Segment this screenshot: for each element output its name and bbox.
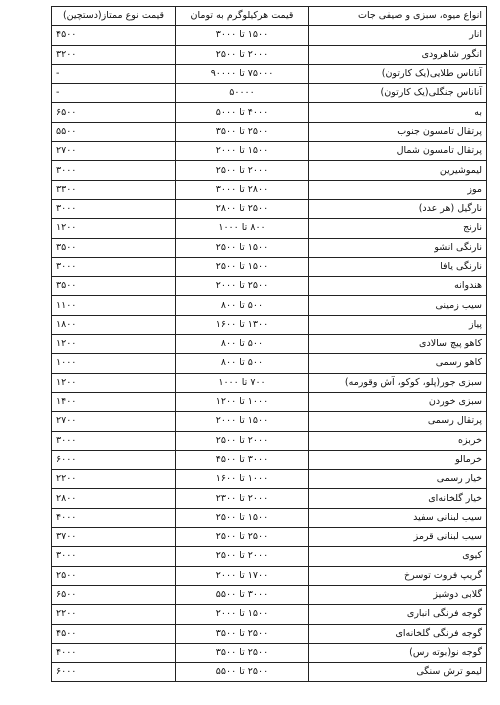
premium-price-cell: ۶۵۰۰: [52, 103, 176, 122]
table-row: [52, 84, 487, 103]
premium-price-cell: ۳۲۰۰: [52, 45, 176, 64]
price-range-cell: ۷۰۰ تا ۱۰۰۰: [176, 373, 309, 392]
table-row: [52, 180, 487, 199]
table-row: [52, 566, 487, 585]
table-row: [52, 26, 487, 45]
premium-price-cell: ۲۷۰۰: [52, 412, 176, 431]
table-row: [52, 103, 487, 122]
table-row: [52, 354, 487, 373]
premium-price-cell: ۳۰۰۰: [52, 199, 176, 218]
table-row: [52, 528, 487, 547]
table-row: [52, 161, 487, 180]
table-row: [52, 643, 487, 662]
price-range-cell: ۷۵۰۰۰ تا ۹۰۰۰۰: [176, 64, 309, 83]
price-range-cell: ۲۵۰۰ تا ۲۸۰۰: [176, 199, 309, 218]
product-name-cell: گریپ فروت توسرخ: [309, 566, 487, 585]
premium-price-cell: ۱۱۰۰: [52, 296, 176, 315]
premium-price-cell: ۱۰۰۰: [52, 354, 176, 373]
price-range-cell: ۱۵۰۰ تا ۲۵۰۰: [176, 508, 309, 527]
premium-price-cell: ۲۵۰۰: [52, 566, 176, 585]
product-name-cell: هندوانه: [309, 277, 487, 296]
price-range-cell: ۱۵۰۰ تا ۲۵۰۰: [176, 238, 309, 257]
product-name-cell: خربزه: [309, 431, 487, 450]
premium-price-cell: ۳۰۰۰: [52, 547, 176, 566]
table-row: [52, 450, 487, 469]
premium-price-cell: ۶۰۰۰: [52, 663, 176, 682]
product-name-cell: خیار گلخانه‌ای: [309, 489, 487, 508]
product-name-cell: خرمالو: [309, 450, 487, 469]
price-range-cell: ۵۰۰ تا ۸۰۰: [176, 335, 309, 354]
price-range-cell: ۱۵۰۰ تا ۲۰۰۰: [176, 412, 309, 431]
premium-price-cell: ۱۲۰۰: [52, 373, 176, 392]
table-row: [52, 431, 487, 450]
price-range-cell: ۱۵۰۰ تا ۲۵۰۰: [176, 257, 309, 276]
product-name-cell: پرتقال تامسون شمال: [309, 142, 487, 161]
price-range-cell: ۱۰۰۰ تا ۱۲۰۰: [176, 392, 309, 411]
price-range-cell: ۵۰۰ تا ۸۰۰: [176, 296, 309, 315]
table-row: [52, 257, 487, 276]
price-range-cell: ۱۷۰۰ تا ۲۰۰۰: [176, 566, 309, 585]
product-name-cell: پرتقال تامسون جنوب: [309, 122, 487, 141]
table-row: [52, 470, 487, 489]
product-name-cell: خیار رسمی: [309, 470, 487, 489]
product-name-cell: موز: [309, 180, 487, 199]
table-row: [52, 277, 487, 296]
table-row: [52, 238, 487, 257]
price-table: [51, 6, 487, 682]
product-name-cell: سیب زمینی: [309, 296, 487, 315]
product-name-cell: کاهو پیچ سالادی: [309, 335, 487, 354]
product-name-cell: پرتقال رسمی: [309, 412, 487, 431]
price-range-cell: ۲۵۰۰ تا ۳۵۰۰: [176, 122, 309, 141]
price-range-cell: ۲۵۰۰ تا ۳۵۰۰: [176, 643, 309, 662]
product-name-cell: گوجه فرنگی انباری: [309, 605, 487, 624]
product-name-cell: گلابی دوشیز: [309, 585, 487, 604]
premium-price-cell: ۳۰۰۰: [52, 431, 176, 450]
product-name-cell: گوجه نو(بوته رس): [309, 643, 487, 662]
product-name-cell: نارنگی یافا: [309, 257, 487, 276]
premium-price-cell: ۳۰۰۰: [52, 161, 176, 180]
product-name-cell: نارگیل (هر عدد): [309, 199, 487, 218]
product-name-cell: سبزی جور(پلو، کوکو، آش وقورمه): [309, 373, 487, 392]
price-range-cell: ۲۰۰۰ تا ۲۵۰۰: [176, 45, 309, 64]
premium-price-cell: ۱۲۰۰: [52, 219, 176, 238]
price-range-cell: ۲۰۰۰ تا ۲۵۰۰: [176, 431, 309, 450]
price-range-cell: ۵۰۰ تا ۸۰۰: [176, 354, 309, 373]
product-name-cell: پیاز: [309, 315, 487, 334]
table-row: [52, 45, 487, 64]
product-name-cell: کیوی: [309, 547, 487, 566]
price-range-cell: ۱۵۰۰ تا ۳۰۰۰: [176, 26, 309, 45]
premium-price-cell: ۱۸۰۰: [52, 315, 176, 334]
premium-price-cell: ۶۰۰۰: [52, 450, 176, 469]
premium-price-cell: -: [52, 84, 176, 103]
table-header-row: [52, 7, 487, 26]
premium-price-cell: ۴۵۰۰: [52, 624, 176, 643]
premium-price-cell: ۲۲۰۰: [52, 470, 176, 489]
price-range-cell: ۲۰۰۰ تا ۲۳۰۰: [176, 489, 309, 508]
price-range-cell: ۱۵۰۰ تا ۲۰۰۰: [176, 605, 309, 624]
table-row: [52, 219, 487, 238]
header-premium-price: قیمت نوع ممتاز(دستچین): [52, 7, 176, 26]
table-body: [52, 26, 487, 682]
table-row: [52, 142, 487, 161]
premium-price-cell: ۲۷۰۰: [52, 142, 176, 161]
table-row: [52, 547, 487, 566]
premium-price-cell: ۳۵۰۰: [52, 238, 176, 257]
product-name-cell: آناناس جنگلی(یک کارتون): [309, 84, 487, 103]
price-range-cell: ۲۰۰۰ تا ۲۵۰۰: [176, 161, 309, 180]
price-range-cell: ۳۰۰۰ تا ۵۵۰۰: [176, 585, 309, 604]
price-range-cell: ۱۵۰۰ تا ۲۰۰۰: [176, 142, 309, 161]
product-name-cell: آناناس طلایی(یک کارتون): [309, 64, 487, 83]
premium-price-cell: ۵۵۰۰: [52, 122, 176, 141]
header-product-name: انواع میوه، سبزی و صیفی جات: [309, 7, 487, 26]
header-price-per-kg: قیمت هرکیلوگرم به تومان: [176, 7, 309, 26]
price-range-cell: ۱۳۰۰ تا ۱۶۰۰: [176, 315, 309, 334]
price-range-cell: ۲۰۰۰ تا ۲۵۰۰: [176, 547, 309, 566]
premium-price-cell: ۳۵۰۰: [52, 277, 176, 296]
product-name-cell: سیب لبنانی سفید: [309, 508, 487, 527]
product-name-cell: نارنگی انشو: [309, 238, 487, 257]
price-range-cell: ۱۰۰۰ تا ۱۶۰۰: [176, 470, 309, 489]
price-range-cell: ۲۵۰۰ تا ۲۵۰۰: [176, 528, 309, 547]
premium-price-cell: ۲۸۰۰: [52, 489, 176, 508]
premium-price-cell: -: [52, 64, 176, 83]
premium-price-cell: ۲۲۰۰: [52, 605, 176, 624]
table-row: [52, 663, 487, 682]
premium-price-cell: ۴۵۰۰: [52, 26, 176, 45]
premium-price-cell: ۳۳۰۰: [52, 180, 176, 199]
premium-price-cell: ۴۰۰۰: [52, 643, 176, 662]
premium-price-cell: ۱۴۰۰: [52, 392, 176, 411]
table-row: [52, 122, 487, 141]
price-range-cell: ۳۰۰۰ تا ۴۵۰۰: [176, 450, 309, 469]
table-row: [52, 296, 487, 315]
table-row: [52, 199, 487, 218]
table-row: [52, 624, 487, 643]
premium-price-cell: ۱۲۰۰: [52, 335, 176, 354]
table-row: [52, 585, 487, 604]
table-row: [52, 392, 487, 411]
table-row: [52, 373, 487, 392]
product-name-cell: به: [309, 103, 487, 122]
table-row: [52, 64, 487, 83]
table-row: [52, 605, 487, 624]
product-name-cell: لیموشیرین: [309, 161, 487, 180]
product-name-cell: لیمو ترش سنگی: [309, 663, 487, 682]
product-name-cell: انار: [309, 26, 487, 45]
table-row: [52, 315, 487, 334]
table-row: [52, 489, 487, 508]
premium-price-cell: ۳۰۰۰: [52, 257, 176, 276]
product-name-cell: سیب لبنانی قرمز: [309, 528, 487, 547]
product-name-cell: انگور شاهرودی: [309, 45, 487, 64]
product-name-cell: گوجه فرنگی گلخانه‌ای: [309, 624, 487, 643]
table-row: [52, 335, 487, 354]
price-range-cell: ۲۸۰۰ تا ۳۰۰۰: [176, 180, 309, 199]
product-name-cell: نارنج: [309, 219, 487, 238]
table-row: [52, 412, 487, 431]
price-range-cell: ۵۰۰۰۰: [176, 84, 309, 103]
table-row: [52, 508, 487, 527]
price-range-cell: ۸۰۰ تا ۱۰۰۰: [176, 219, 309, 238]
price-range-cell: ۲۵۰۰ تا ۲۰۰۰: [176, 277, 309, 296]
product-name-cell: کاهو رسمی: [309, 354, 487, 373]
product-name-cell: سبزی خوردن: [309, 392, 487, 411]
price-range-cell: ۲۵۰۰ تا ۵۵۰۰: [176, 663, 309, 682]
premium-price-cell: ۶۵۰۰: [52, 585, 176, 604]
premium-price-cell: ۳۷۰۰: [52, 528, 176, 547]
price-range-cell: ۲۵۰۰ تا ۳۵۰۰: [176, 624, 309, 643]
price-range-cell: ۴۰۰۰ تا ۵۰۰۰: [176, 103, 309, 122]
premium-price-cell: ۴۰۰۰: [52, 508, 176, 527]
